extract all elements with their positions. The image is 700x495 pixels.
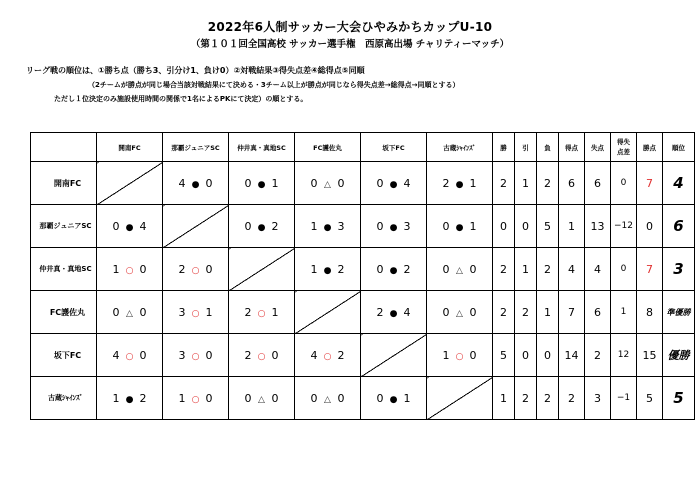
goals-against: 3 (403, 219, 411, 233)
result-mark: ● (389, 222, 398, 233)
goals-for: 0 (244, 219, 252, 233)
goals-against: 4 (403, 176, 411, 190)
header-cell: 勝 (493, 133, 515, 162)
goals-for: 0 (244, 176, 252, 190)
self-match-cell (163, 205, 229, 248)
stat-win: 1 (493, 377, 515, 420)
stat-gd: −12 (611, 205, 637, 248)
goals-against: 0 (139, 262, 147, 276)
stat-pts: 5 (637, 377, 663, 420)
stat-gd: −1 (611, 377, 637, 420)
team-name: FC護佐丸 (31, 291, 97, 334)
stat-pts: 15 (637, 334, 663, 377)
goals-against: 2 (139, 391, 147, 405)
goals-against: 0 (205, 391, 213, 405)
stat-loss: 5 (537, 205, 559, 248)
self-match-cell (97, 162, 163, 205)
match-result (427, 334, 493, 377)
result-mark: △ (126, 308, 133, 319)
goals-for: 0 (376, 219, 384, 233)
match-result (97, 291, 163, 334)
stat-pts: 8 (637, 291, 663, 334)
goals-for: 1 (112, 262, 120, 276)
result-mark: ● (191, 179, 200, 190)
goals-against: 4 (403, 305, 411, 319)
goals-against: 4 (139, 219, 147, 233)
goals-for: 4 (310, 348, 318, 362)
stat-ga: 6 (585, 291, 611, 334)
stat-ga: 3 (585, 377, 611, 420)
result-mark: ○ (323, 351, 332, 362)
result-mark: ○ (257, 308, 266, 319)
result-mark: ● (389, 179, 398, 190)
stat-ga: 4 (585, 248, 611, 291)
stat-gf: 6 (559, 162, 585, 205)
goals-for: 0 (376, 262, 384, 276)
tournament-subtitle: （第１０１回全国高校 サッカー選手権 西原高出場 チャリティーマッチ） (190, 39, 510, 50)
match-result (361, 162, 427, 205)
match-result (163, 162, 229, 205)
match-result (427, 205, 493, 248)
match-result (361, 377, 427, 420)
result-mark: ○ (125, 351, 134, 362)
header-cell: 得点 (559, 133, 585, 162)
stat-loss: 0 (537, 334, 559, 377)
table-row (31, 377, 695, 420)
goals-against: 0 (337, 391, 345, 405)
goals-for: 1 (310, 219, 318, 233)
header-cell: 那覇ジュニアSC (163, 133, 229, 162)
goals-against: 1 (271, 305, 279, 319)
match-result (229, 291, 295, 334)
match-result (97, 248, 163, 291)
stat-draw: 2 (515, 291, 537, 334)
table-row (31, 334, 695, 377)
self-match-cell (427, 377, 493, 420)
stat-win: 5 (493, 334, 515, 377)
stat-draw: 1 (515, 248, 537, 291)
goals-for: 2 (442, 176, 450, 190)
goals-against: 3 (337, 219, 345, 233)
goals-for: 1 (442, 348, 450, 362)
header-cell: 得失 点差 (611, 133, 637, 162)
result-mark: △ (456, 308, 463, 319)
goals-for: 1 (178, 391, 186, 405)
stat-draw: 0 (515, 334, 537, 377)
stat-loss: 2 (537, 377, 559, 420)
goals-against: 0 (469, 305, 477, 319)
result-mark: ○ (257, 351, 266, 362)
match-result (361, 291, 427, 334)
team-name: 那覇ジュニアSC (31, 205, 97, 248)
goals-for: 0 (442, 262, 450, 276)
goals-against: 0 (271, 391, 279, 405)
header-cell: 仲井真・真地SC (229, 133, 295, 162)
goals-for: 2 (244, 348, 252, 362)
header-cell: 失点 (585, 133, 611, 162)
stat-draw: 2 (515, 377, 537, 420)
result-mark: ○ (191, 265, 200, 276)
goals-against: 0 (205, 262, 213, 276)
result-mark: △ (324, 394, 331, 405)
result-mark: ● (257, 222, 266, 233)
stat-rank: 6 (663, 205, 695, 248)
match-result (295, 162, 361, 205)
match-result (163, 248, 229, 291)
match-result (229, 377, 295, 420)
self-match-cell (361, 334, 427, 377)
goals-for: 3 (178, 348, 186, 362)
match-result (295, 248, 361, 291)
header-cell: 開南FC (97, 133, 163, 162)
result-mark: ○ (191, 308, 200, 319)
team-name: 開南FC (31, 162, 97, 205)
stat-loss: 2 (537, 162, 559, 205)
self-match-cell (295, 291, 361, 334)
result-mark: ● (389, 308, 398, 319)
match-result (163, 377, 229, 420)
match-result (295, 205, 361, 248)
result-mark: ● (323, 222, 332, 233)
goals-against: 1 (469, 176, 477, 190)
goals-against: 0 (271, 348, 279, 362)
stat-win: 0 (493, 205, 515, 248)
goals-against: 1 (271, 176, 279, 190)
header-cell: 勝点 (637, 133, 663, 162)
goals-against: 2 (337, 262, 345, 276)
stat-rank: 4 (663, 162, 695, 205)
goals-against: 0 (205, 176, 213, 190)
result-mark: △ (258, 394, 265, 405)
team-name: 坂下FC (31, 334, 97, 377)
stat-draw: 0 (515, 205, 537, 248)
stat-win: 2 (493, 291, 515, 334)
goals-for: 2 (178, 262, 186, 276)
goals-for: 0 (244, 391, 252, 405)
stat-gd: 12 (611, 334, 637, 377)
goals-against: 0 (139, 305, 147, 319)
result-mark: ● (389, 394, 398, 405)
goals-for: 3 (178, 305, 186, 319)
goals-against: 0 (139, 348, 147, 362)
match-result (295, 377, 361, 420)
goals-for: 4 (112, 348, 120, 362)
stat-ga: 2 (585, 334, 611, 377)
stat-win: 2 (493, 162, 515, 205)
table-row (31, 291, 695, 334)
goals-against: 1 (469, 219, 477, 233)
goals-against: 2 (271, 219, 279, 233)
match-result (97, 205, 163, 248)
result-mark: ● (455, 222, 464, 233)
match-result (427, 248, 493, 291)
rule-line-1: リーグ戦の順位は、①勝ち点（勝ち3、引分け1、負け0）②対戦結果③得失点差④総得点⑤同順 (26, 66, 365, 75)
match-result (163, 334, 229, 377)
stat-loss: 2 (537, 248, 559, 291)
header-cell: 順位 (663, 133, 695, 162)
league-table (30, 132, 695, 420)
stat-win: 2 (493, 248, 515, 291)
goals-against: 2 (403, 262, 411, 276)
match-result (295, 334, 361, 377)
goals-for: 1 (310, 262, 318, 276)
header-cell: FC護佐丸 (295, 133, 361, 162)
stat-gd: 0 (611, 162, 637, 205)
goals-for: 2 (376, 305, 384, 319)
goals-for: 0 (376, 391, 384, 405)
table-row (31, 248, 695, 291)
table-row (31, 162, 695, 205)
result-mark: ● (455, 179, 464, 190)
match-result (361, 205, 427, 248)
stat-rank: 3 (663, 248, 695, 291)
result-mark: ● (125, 394, 134, 405)
goals-for: 4 (178, 176, 186, 190)
match-result (427, 162, 493, 205)
stat-gf: 7 (559, 291, 585, 334)
stat-rank: 準優勝 (663, 291, 695, 334)
goals-for: 1 (112, 391, 120, 405)
ranking-rules (26, 64, 459, 106)
goals-for: 0 (442, 219, 450, 233)
result-mark: ● (257, 179, 266, 190)
team-name: 古蔵ｼｬｲﾝｽﾞ (31, 377, 97, 420)
header-corner (31, 133, 97, 162)
rule-line-2: （2チームが勝点が同じ場合当該対戦結果にて決める・3チーム以上が勝点が同じなら得失点差→総得点→同順とする） (88, 81, 460, 89)
goals-for: 0 (112, 305, 120, 319)
match-result (361, 248, 427, 291)
header-cell: 古蔵ｼｬｲﾝｽﾞ (427, 133, 493, 162)
stat-rank: 5 (663, 377, 695, 420)
stat-draw: 1 (515, 162, 537, 205)
header-cell: 坂下FC (361, 133, 427, 162)
stat-gd: 0 (611, 248, 637, 291)
match-result (229, 334, 295, 377)
stat-gf: 2 (559, 377, 585, 420)
result-mark: ● (389, 265, 398, 276)
result-mark: ● (323, 265, 332, 276)
goals-for: 0 (442, 305, 450, 319)
header-row (31, 133, 695, 162)
rule-line-3: ただし１位決定のみ施設使用時間の関係で1名によるPKにて決定）の順とする。 (54, 95, 308, 103)
result-mark: ○ (125, 265, 134, 276)
result-mark: △ (456, 265, 463, 276)
self-match-cell (229, 248, 295, 291)
goals-for: 0 (112, 219, 120, 233)
goals-against: 1 (205, 305, 213, 319)
match-result (229, 205, 295, 248)
stat-gf: 1 (559, 205, 585, 248)
match-result (427, 291, 493, 334)
goals-against: 2 (337, 348, 345, 362)
result-mark: ○ (191, 394, 200, 405)
stat-gf: 4 (559, 248, 585, 291)
stat-pts: 0 (637, 205, 663, 248)
result-mark: △ (324, 179, 331, 190)
stat-loss: 1 (537, 291, 559, 334)
result-mark: ○ (191, 351, 200, 362)
stat-ga: 6 (585, 162, 611, 205)
header-cell: 引 (515, 133, 537, 162)
match-result (229, 162, 295, 205)
stat-pts: 7 (637, 162, 663, 205)
goals-for: 2 (244, 305, 252, 319)
stat-rank: 優勝 (663, 334, 695, 377)
result-mark: ● (125, 222, 134, 233)
match-result (97, 377, 163, 420)
stat-pts: 7 (637, 248, 663, 291)
result-mark: ○ (455, 351, 464, 362)
table-row (31, 205, 695, 248)
team-name: 仲井真・真地SC (31, 248, 97, 291)
stat-gf: 14 (559, 334, 585, 377)
header-cell: 負 (537, 133, 559, 162)
tournament-title: 2022年6人制サッカー大会ひやみかちカップU-10 (207, 20, 493, 34)
goals-against: 0 (337, 176, 345, 190)
goals-for: 0 (310, 176, 318, 190)
match-result (163, 291, 229, 334)
stat-ga: 13 (585, 205, 611, 248)
goals-against: 0 (469, 348, 477, 362)
goals-against: 1 (403, 391, 411, 405)
goals-against: 0 (205, 348, 213, 362)
match-result (97, 334, 163, 377)
goals-for: 0 (376, 176, 384, 190)
goals-against: 0 (469, 262, 477, 276)
stat-gd: 1 (611, 291, 637, 334)
goals-for: 0 (310, 391, 318, 405)
